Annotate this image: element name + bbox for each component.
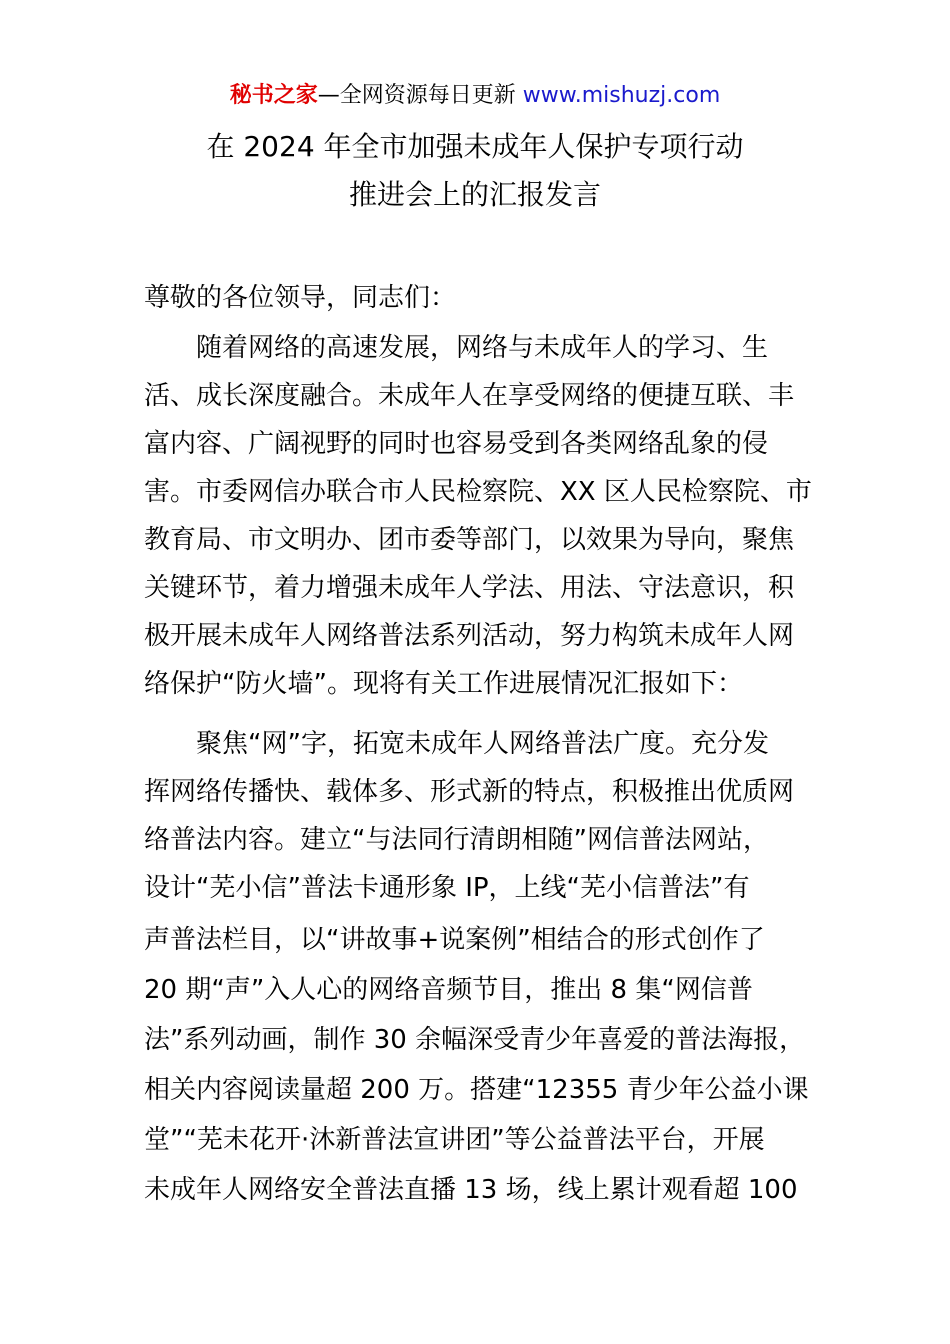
body-line: 关键环节，着力增强未成年人学法、用法、守法意识，积 bbox=[144, 573, 795, 603]
site-tagline: —全网资源每日更新 bbox=[317, 83, 523, 108]
body-line: 活、成长深度融合。未成年人在享受网络的便捷互联、丰 bbox=[144, 381, 795, 411]
document-title-line-2: 推进会上的汇报发言 bbox=[348, 178, 601, 211]
body-line: 络保护“防火墙”。现将有关工作进展情况汇报如下： bbox=[144, 669, 743, 699]
site-brand: 秘书之家 bbox=[229, 83, 318, 108]
document-title-line-1: 在 2024 年全市加强未成年人保护专项行动 bbox=[206, 130, 744, 163]
body-line: 随着网络的高速发展，网络与未成年人的学习、生 bbox=[144, 333, 769, 363]
body-line: 富内容、广阔视野的同时也容易受到各类网络乱象的侵 bbox=[144, 429, 769, 459]
site-header bbox=[0, 80, 950, 112]
body-line: 设计“芜小信”普法卡通形象 IP，上线“芜小信普法”有 bbox=[144, 873, 750, 903]
body-line: 相关内容阅读量超 200 万。搭建“12355 青少年公益小课 bbox=[144, 1075, 809, 1105]
body-line: 络普法内容。建立“与法同行清朗相随”网信普法网站， bbox=[144, 825, 769, 855]
body-line: 教育局、市文明办、团市委等部门，以效果为导向，聚焦 bbox=[144, 525, 795, 555]
body-line: 堂”“芜未花开·沐新普法宣讲团”等公益普法平台，开展 bbox=[144, 1125, 765, 1155]
body-line: 极开展未成年人网络普法系列活动，努力构筑未成年人网 bbox=[144, 621, 795, 651]
body-line: 聚焦“网”字，拓宽未成年人网络普法广度。充分发 bbox=[144, 729, 769, 759]
salutation-line: 尊敬的各位领导，同志们： bbox=[144, 283, 457, 313]
body-line: 害。市委网信办联合市人民检察院、XX 区人民检察院、市 bbox=[144, 477, 812, 507]
body-line: 20 期“声”入人心的网络音频节目，推出 8 集“网信普 bbox=[144, 975, 753, 1005]
body-line: 声普法栏目，以“讲故事+说案例”相结合的形式创作了 bbox=[144, 925, 765, 955]
site-url-link[interactable]: www.mishuzj.com bbox=[522, 83, 721, 108]
body-line: 未成年人网络安全普法直播 13 场，线上累计观看超 100 bbox=[144, 1175, 798, 1205]
body-line: 法”系列动画，制作 30 余幅深受青少年喜爱的普法海报， bbox=[144, 1025, 806, 1055]
body-line: 挥网络传播快、载体多、形式新的特点，积极推出优质网 bbox=[144, 777, 795, 807]
